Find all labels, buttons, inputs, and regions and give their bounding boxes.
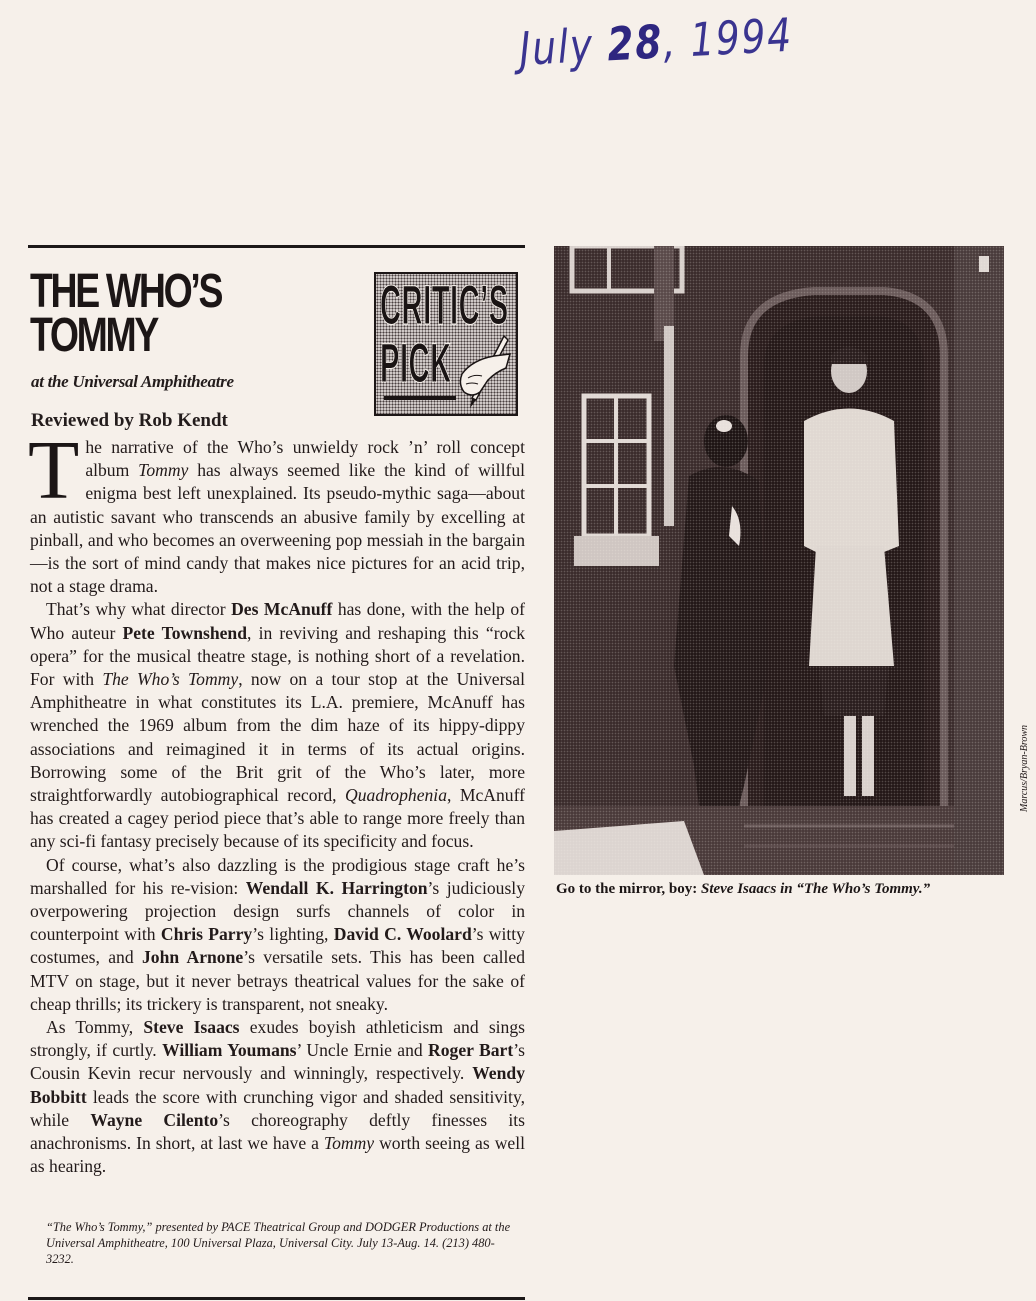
text-segment: , in reviving and reshaping this “rock opera” for the musical theatre stage, is nothing short of a revelation. For with — [30, 622, 525, 690]
paragraph-4 — [30, 1016, 525, 1178]
production-photo — [554, 246, 1004, 875]
paragraph-2 — [30, 598, 525, 853]
venue-subtitle: at the Universal Amphitheatre — [31, 372, 234, 391]
text-segment: exudes boyish athleticism and sings strongly, if curtly. — [30, 1017, 525, 1061]
badge-line-1: CRITIC’S — [380, 273, 509, 336]
production-credits: “The Who’s Tommy,” presented by PACE Theatrical Group and DODGER Productions at the Universal Amphitheatre, 100 Universal Plaza, Universal City. July 13-Aug. 14. (213) 480-3232. — [46, 1220, 511, 1266]
text-segment: worth seeing as well as hearing. — [30, 1133, 525, 1177]
headline — [30, 265, 222, 362]
text-segment: has always seemed like the kind of willful enigma best left unexplained. Its pseudo-mythic saga—about an autistic savant who transcends an abusive family by excelling at pinball, and who becomes an overweening pop messiah in the bargain—is the sort of mind candy that makes nice pictures for an acid trip, not a stage drama. — [30, 460, 525, 597]
caption-rest: Steve Isaacs in “The Who’s Tommy.” — [700, 881, 931, 897]
badge-line-2: PICK — [380, 331, 452, 394]
text-segment: he narrative of the Who’s unwieldy rock ’n’ roll concept album — [85, 437, 525, 481]
text-segment: has done, with the help of Who auteur — [30, 599, 525, 643]
name-bold: Roger Bart — [428, 1040, 514, 1061]
badge-underline — [384, 396, 456, 400]
date-day: 28 — [605, 14, 665, 72]
photo-illustration — [554, 246, 1004, 875]
italic-title: Quadrophenia — [345, 785, 447, 806]
critics-pick-badge — [374, 272, 518, 416]
text-segment: ’s choreography deftly finesses its anachronisms. In short, at last we have a — [30, 1109, 525, 1154]
text-segment: , now on a tour stop at the Universal Amphitheatre in what constitutes its L.A. premiere, McAnuff has wrenched the 1969 album from the dim haze of its hippy-dippy associations and reimagined it in terms of its actual origins. Borrowing some of the Brit grit of the Who’s later, more straightforwardly autobiographical record, — [30, 669, 525, 806]
italic-title: Tommy — [323, 1133, 375, 1154]
text-segment: , McAnuff has created a cagey period piece that’s able to range more freely than any sci-fi fantasy precisely because of its specificity and focus. — [30, 785, 525, 852]
name-bold: Wayne Cilento — [90, 1109, 219, 1130]
text-segment: ’s judiciously overpowering projection design surfs channels of color in counterpoint with — [30, 877, 525, 945]
text-segment: ’s Cousin Kevin recur nervously and winningly, respectively. — [30, 1040, 525, 1084]
text-segment: That’s why what director — [46, 599, 232, 620]
handwritten-date — [518, 8, 794, 76]
hand-with-pen-icon — [454, 334, 514, 414]
article-body — [28, 424, 526, 1179]
bottom-rule — [28, 1297, 525, 1300]
caption-lead: Go to the mirror, boy: — [556, 881, 701, 897]
name-bold: Wendall K. Harrington — [245, 877, 428, 898]
text-segment: Of course, what’s also dazzling is the prodigious stage craft he’s marshalled for his re-vision: — [30, 854, 525, 898]
name-bold: Steve Isaacs — [143, 1017, 240, 1038]
text-segment: ’ Uncle Ernie and — [296, 1040, 429, 1061]
byline: Reviewed by Rob Kendt — [31, 410, 228, 431]
date-year: , 1994 — [661, 7, 795, 69]
top-rule — [28, 245, 525, 248]
paragraph-1 — [28, 424, 525, 598]
text-segment: ’s versatile sets. This has been called MTV on stage, but it never betrays theatrical values for the sake of cheap thrills; its trickery is transparent, not sneaky. — [30, 947, 526, 1014]
name-bold: Wendy Bobbitt — [30, 1063, 525, 1107]
italic-title: The Who’s Tommy — [102, 669, 239, 690]
name-bold: Des McAnuff — [231, 599, 333, 620]
drop-cap: T — [28, 424, 80, 517]
text-segment: ’s witty costumes, and — [30, 924, 525, 968]
date-month: July — [518, 18, 596, 76]
name-bold: Pete Townshend — [122, 622, 247, 643]
name-bold: Chris Parry — [160, 924, 253, 945]
italic-title: Tommy — [138, 460, 189, 481]
paragraph-3 — [30, 854, 525, 1016]
text-segment: leads the score with crunching vigor and shaded sensitivity, while — [30, 1086, 525, 1130]
name-bold: John Arnone — [141, 947, 244, 968]
text-segment: ’s lighting, — [252, 924, 334, 945]
photo-caption — [556, 881, 930, 898]
name-bold: William Youmans — [162, 1040, 297, 1061]
photo-credit: Marcus/Bryan-Brown — [1019, 724, 1030, 812]
headline-line-1: THE WHO’S — [30, 265, 222, 318]
text-segment: As Tommy, — [46, 1017, 144, 1038]
headline-line-2: TOMMY — [30, 309, 157, 362]
name-bold: David C. Woolard — [333, 924, 472, 945]
